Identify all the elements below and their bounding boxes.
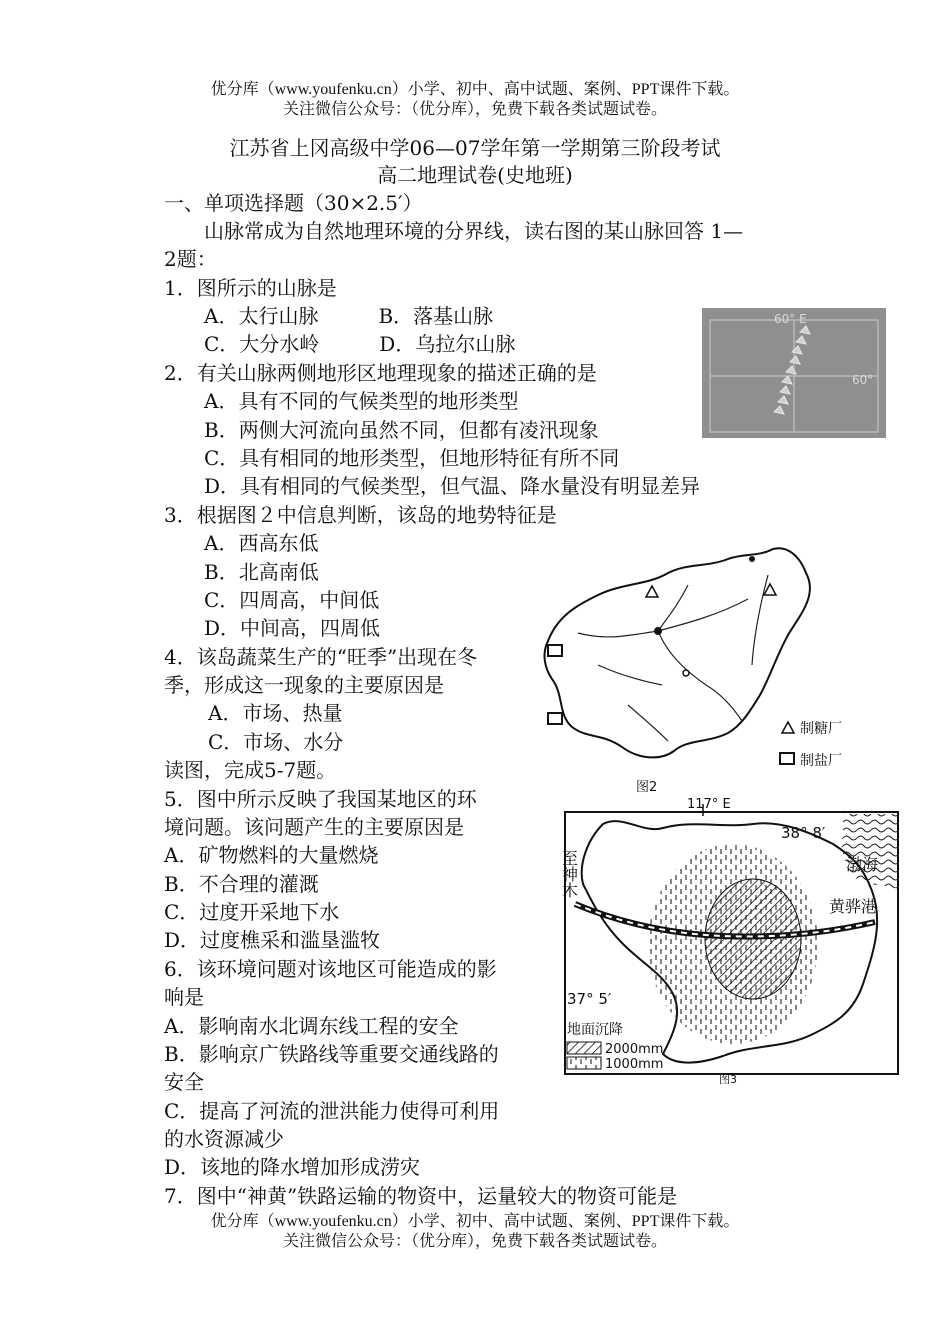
question-3-option-d: D．中间高，四周低 xyxy=(204,616,381,640)
question-7: 7．图中“神黄”铁路运输的物资中，运量较大的物资可能是 xyxy=(164,1184,678,1208)
question-5-option-a: A．矿物燃料的大量燃烧 xyxy=(164,843,379,867)
question-6-option-d: D．该地的降水增加形成涝灾 xyxy=(164,1155,421,1179)
salt-factory-icon-2 xyxy=(548,713,562,724)
question-2: 2．有关山脉两侧地形区地理现象的描述正确的是 xyxy=(164,361,597,385)
figure-1-mountain-map xyxy=(702,308,886,438)
legend-sugar-icon xyxy=(782,722,794,733)
header-line-1: 优分库（www.youfenku.cn）小学、初中、高中试题、案例、PPT课件下载。 xyxy=(210,81,740,98)
figure-3-subsidence-map xyxy=(559,794,900,1086)
question-2-option-d: D．具有相同的气候类型，但气温、降水量没有明显差异 xyxy=(204,474,701,498)
intro-1-2-line2: 2题： xyxy=(164,247,217,271)
figure-1-lon-label: 60° E xyxy=(774,312,807,326)
footer-line-2: 关注微信公众号：（优分库），免费下载各类试题试卷。 xyxy=(282,1233,667,1250)
question-6-option-c-line2: 的水资源减少 xyxy=(164,1127,284,1151)
question-2-option-c: C．具有相同的地形类型，但地形特征有所不同 xyxy=(204,446,620,470)
figure-3-lat-top: 38° 8′ xyxy=(781,824,826,842)
question-6-line2: 响是 xyxy=(164,985,204,1009)
salt-factory-icon-1 xyxy=(548,645,562,656)
origin-shenmu-label: 至神木 xyxy=(559,850,579,898)
figure-3-lat-bottom: 37° 5′ xyxy=(567,990,612,1008)
legend-title: 地面沉降 xyxy=(567,1022,623,1038)
footer-line-1: 优分库（www.youfenku.cn）小学、初中、高中试题、案例、PPT课件下载。 xyxy=(210,1213,740,1230)
question-1: 1．图所示的山脉是 xyxy=(164,276,337,300)
island-town-dot xyxy=(683,670,689,676)
question-5-line2: 境问题。该问题产生的主要原因是 xyxy=(164,815,464,839)
question-4-option-c: C．市场、水分 xyxy=(208,730,344,754)
header-line-2: 关注微信公众号：（优分库），免费下载各类试题试卷。 xyxy=(282,101,667,118)
figure-2-island-map xyxy=(538,545,890,795)
question-3-option-b: B．北高南低 xyxy=(204,560,319,584)
intro-5-7: 读图，完成5-7题。 xyxy=(164,758,337,782)
question-3-option-c: C．四周高，中间低 xyxy=(204,588,380,612)
question-2-option-a: A．具有不同的气候类型的地形类型 xyxy=(204,389,519,413)
question-1-options-row2: C．大分水岭 D．乌拉尔山脉 xyxy=(204,332,516,356)
figure-3-caption: 图3 xyxy=(719,1073,737,1086)
question-6-option-c-line1: C．提高了河流的泄洪能力使得可利用 xyxy=(164,1099,500,1123)
legend-salt-label: 制盐厂 xyxy=(800,753,842,769)
legend-2000-swatch xyxy=(567,1042,601,1054)
island-north-dot xyxy=(749,556,755,562)
question-5-line1: 5．图中所示反映了我国某地区的环 xyxy=(164,787,477,811)
question-4-line2: 季，形成这一现象的主要原因是 xyxy=(164,673,444,697)
huanghua-port-label: 黄骅港 xyxy=(829,897,878,916)
question-6-option-a: A．影响南水北调东线工程的安全 xyxy=(164,1014,459,1038)
section-heading: 一、单项选择题（30×2.5′） xyxy=(164,191,423,215)
question-3-option-a: A．西高东低 xyxy=(204,531,319,555)
question-3: 3．根据图２中信息判断，该岛的地势特征是 xyxy=(164,503,557,527)
question-1-options-row1: A．太行山脉 B．落基山脉 xyxy=(204,304,494,328)
question-4-line1: 4．该岛蔬菜生产的“旺季”出现在冬 xyxy=(164,645,478,669)
figure-3-lon-label: 117° E xyxy=(687,797,731,812)
question-4-option-a: A．市场、热量 xyxy=(208,701,343,725)
exam-title: 江苏省上冈高级中学06—07学年第一学期第三阶段考试 xyxy=(229,136,721,160)
legend-1000-swatch xyxy=(567,1057,601,1069)
question-6-line1: 6．该环境问题对该地区可能造成的影 xyxy=(164,957,497,981)
island-rivers xyxy=(578,575,768,741)
sugar-factory-icon-1 xyxy=(646,586,658,597)
question-5-option-b: B．不合理的灌溉 xyxy=(164,872,319,896)
question-6-option-b-line2: 安全 xyxy=(164,1070,204,1094)
question-6-option-b-line1: B．影响京广铁路线等重要交通线路的 xyxy=(164,1042,499,1066)
legend-sugar-label: 制糖厂 xyxy=(800,721,842,737)
exam-subtitle: 高二地理试卷(史地班) xyxy=(377,163,573,187)
question-5-option-c: C．过度开采地下水 xyxy=(164,900,340,924)
legend-1000-label: 1000mm xyxy=(605,1057,664,1072)
figure-1-lat-label: 60° xyxy=(852,373,874,387)
bohai-label: 渤海 xyxy=(846,855,879,874)
island-center-dot xyxy=(654,627,662,635)
question-2-option-b: B．两侧大河流向虽然不同，但都有凌汛现象 xyxy=(204,418,599,442)
legend-salt-icon xyxy=(780,753,794,764)
intro-1-2-line1: 山脉常成为自然地理环境的分界线，读右图的某山脉回答 1— xyxy=(204,219,744,243)
figure-2-caption: 图2 xyxy=(636,780,658,795)
island-outline xyxy=(545,548,810,757)
question-5-option-d: D．过度樵采和滥垦滥牧 xyxy=(164,928,381,952)
legend-2000-label: 2000mm xyxy=(605,1042,664,1057)
